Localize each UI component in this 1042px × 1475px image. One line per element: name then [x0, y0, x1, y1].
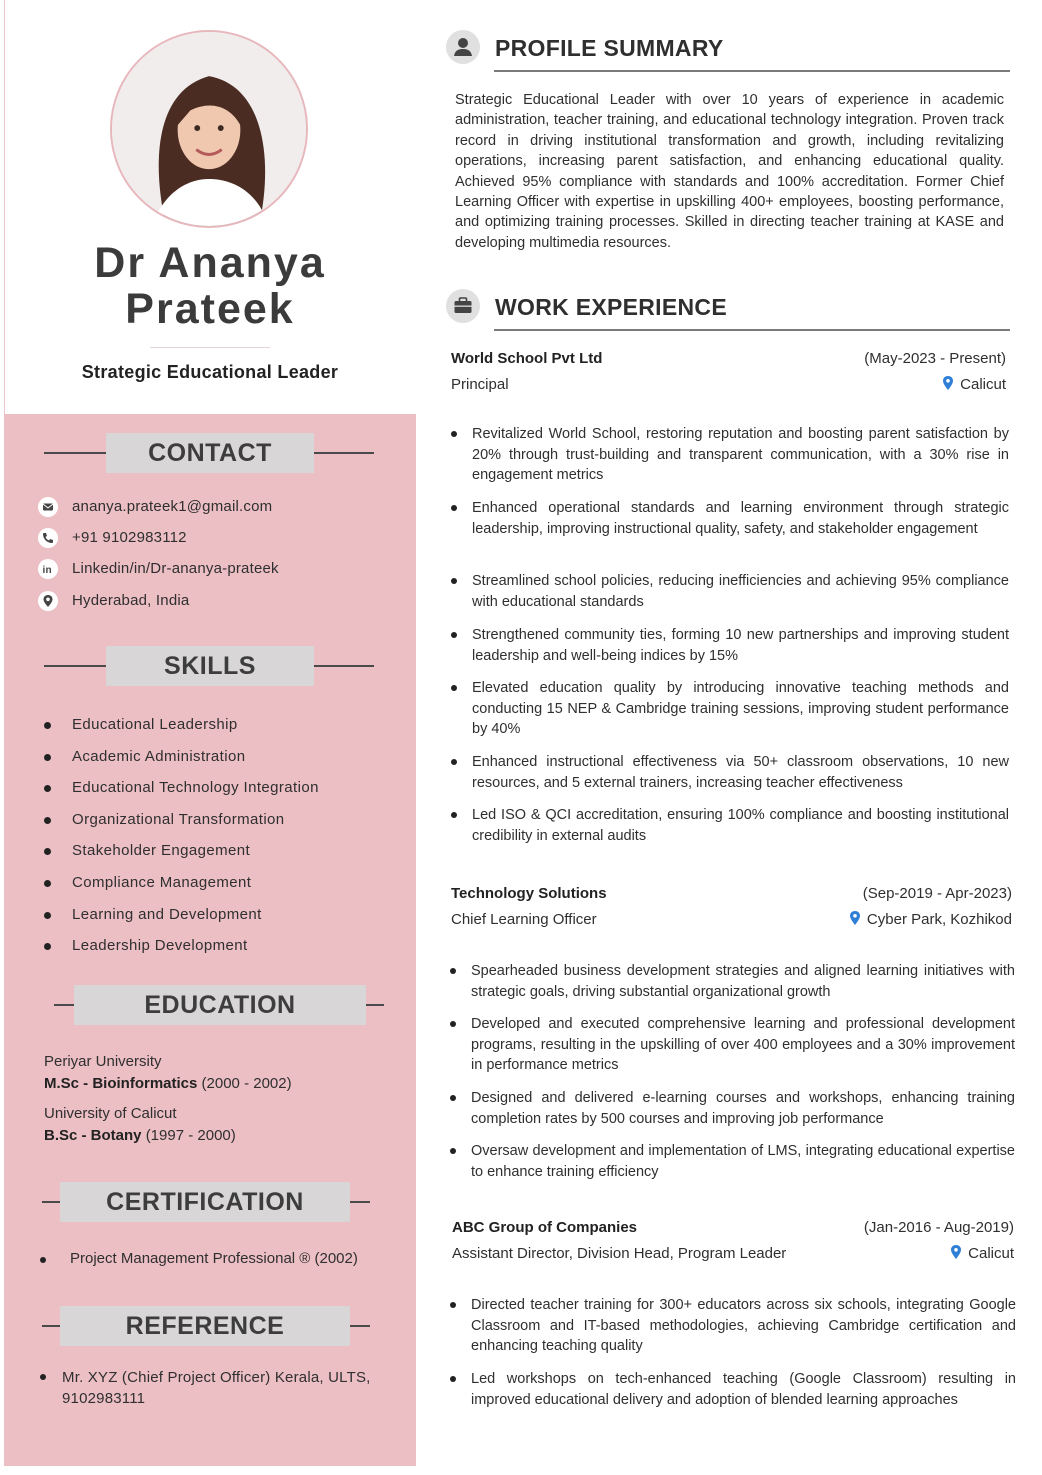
- bullet-dot: [40, 1374, 46, 1380]
- bullet-dot: [450, 1095, 456, 1101]
- job-bullet: [471, 1369, 1016, 1410]
- bullet-dot: [451, 812, 457, 818]
- heading-line-left: [44, 452, 106, 454]
- degree-name: M.Sc - Bioinformatics: [44, 1075, 198, 1092]
- heading-line-left: [42, 1325, 60, 1327]
- candidate-name: [4, 240, 416, 332]
- job-bullet-text: Oversaw development and implementation of LMS, integrating educational expertise to enhance training efficiency: [471, 1143, 1015, 1180]
- education-institution: Periyar University: [44, 1053, 162, 1070]
- bullet-dot: [451, 431, 457, 437]
- job-bullet: [472, 805, 1009, 846]
- skill-label: Learning and Development: [72, 906, 262, 923]
- skill-label: Stakeholder Engagement: [72, 842, 251, 859]
- bullet-dot: [451, 578, 457, 584]
- job-bullet-text: Developed and executed comprehensive learning and professional development programs, resulting in the upskilling of over 400 employees and a 30% improvement in performance metrics: [471, 1016, 1015, 1073]
- heading-line-right: [314, 665, 374, 667]
- job-dates: (Jan-2016 - Aug-2019): [863, 1219, 1014, 1236]
- job-company: ABC Group of Companies: [452, 1219, 638, 1236]
- education-heading-label: EDUCATION: [74, 985, 366, 1025]
- skill-label: Leadership Development: [72, 937, 248, 954]
- job-bullet-text: Enhanced operational standards and learning environment through strategic leadership, improving instructional quality, safety, and stakeholder engagement: [472, 500, 1009, 537]
- bullet-dot: [450, 1302, 456, 1308]
- map-pin-icon: [38, 591, 58, 611]
- job-bullet-text: Spearheaded business development strategies and aligned learning initiatives with strategic goals, driving substantial organizational growth: [471, 963, 1015, 1000]
- profile-summary-heading: [446, 30, 1010, 74]
- skill-label: Educational Leadership: [72, 716, 238, 733]
- briefcase-icon: [446, 289, 480, 323]
- degree-years: (1997 - 2000): [145, 1127, 236, 1144]
- job-location-text: Cyber Park, Kozhikod: [866, 911, 1012, 928]
- education-institution: University of Calicut: [44, 1105, 177, 1122]
- bullet-dot: [44, 754, 51, 761]
- job-role: Assistant Director, Division Head, Program Leader: [452, 1245, 787, 1262]
- bullet-dot: [44, 880, 51, 887]
- education-heading: [54, 985, 384, 1025]
- job-dates: (May-2023 - Present): [864, 350, 1006, 367]
- reference-heading: [42, 1306, 370, 1346]
- skill-label: Compliance Management: [72, 874, 252, 891]
- bullet-dot: [44, 785, 51, 792]
- degree-years: (2000 - 2002): [201, 1075, 292, 1092]
- bullet-dot: [450, 1376, 456, 1382]
- heading-line-right: [366, 1004, 384, 1006]
- job-dates: (Sep-2019 - Apr-2023): [862, 885, 1012, 902]
- bullet-dot: [44, 817, 51, 824]
- job-location: [849, 911, 1012, 928]
- skills-heading: [44, 646, 374, 686]
- reference-line-1: Mr. XYZ (Chief Project Officer) Kerala, ULTS,: [62, 1369, 371, 1386]
- skill-label: Educational Technology Integration: [72, 779, 319, 796]
- certification-heading-label: CERTIFICATION: [60, 1182, 350, 1222]
- location-text: Hyderabad, India: [72, 592, 190, 609]
- job-bullet-text: Streamlined school policies, reducing inefficiencies and achieving 95% compliance with educational standards: [472, 573, 1009, 610]
- job-bullet: [472, 625, 1009, 666]
- map-pin-icon: [950, 1245, 962, 1259]
- heading-line-left: [44, 665, 106, 667]
- map-pin-icon: [849, 911, 861, 925]
- certification-label: Project Management Professional ® (2002): [70, 1250, 358, 1267]
- job-bullet: [472, 498, 1009, 539]
- heading-line-left: [42, 1201, 60, 1203]
- bullet-dot: [451, 632, 457, 638]
- map-pin-icon: [942, 376, 954, 390]
- education-degree: [44, 1127, 236, 1144]
- svg-text:in: in: [42, 565, 52, 576]
- job-role: Chief Learning Officer: [451, 911, 597, 928]
- job-bullet-text: Revitalized World School, restoring reputation and boosting parent satisfaction by 20% through trust-building and transparent communication, with a 30% rise in engagement metrics: [472, 426, 1009, 483]
- job-company: World School Pvt Ltd: [451, 350, 603, 367]
- contact-heading: [44, 433, 374, 473]
- profile-summary-text: Strategic Educational Leader with over 10 years of experience in academic administration, teacher training, and educational technology integration. Proven track record in driving institutional transformation and growth, including revitalizing operations, increasing parent satisfaction, and enhancing educational quality. Achieved 95% compliance with standards and 100% accreditation. Former Chief Learning Officer with expertise in upskilling 400+ employees, boosting performance, and optimizing training processes. Skilled in directing teacher training at KASE and developing multimedia resources.: [455, 92, 1004, 251]
- job-bullet: [471, 1295, 1016, 1357]
- bullet-dot: [450, 1148, 456, 1154]
- heading-line-left: [54, 1004, 74, 1006]
- user-icon: [446, 30, 480, 64]
- job-bullet-text: Directed teacher training for 300+ educators across six schools, integrating Google Classroom and IT-based methodologies, achieving Cambridge certification and enhancing teaching quality: [471, 1297, 1016, 1354]
- job-bullet-text: Enhanced instructional effectiveness via 50+ classroom observations, 10 new resources, and 5 external trainers, increasing teacher effectiveness: [472, 754, 1009, 791]
- bullet-dot: [44, 943, 51, 950]
- job-bullet: [471, 1141, 1015, 1182]
- job-bullet: [471, 961, 1015, 1002]
- heading-line-right: [350, 1201, 370, 1203]
- job-bullet-text: Designed and delivered e-learning courses and workshops, enhancing training completion rates by 500 courses and improving job performance: [471, 1090, 1015, 1127]
- bullet-dot: [450, 968, 456, 974]
- name-line-1: Dr Ananya: [94, 239, 326, 287]
- bullet-dot: [451, 505, 457, 511]
- linkedin-text: Linkedin/in/Dr-ananya-prateek: [72, 560, 279, 577]
- skills-heading-label: SKILLS: [106, 646, 314, 686]
- job-bullet: [472, 424, 1009, 486]
- heading-line-right: [350, 1325, 370, 1327]
- bullet-dot: [451, 759, 457, 765]
- bullet-dot: [40, 1257, 46, 1263]
- certification-heading: [42, 1182, 370, 1222]
- job-bullet: [472, 752, 1009, 793]
- phone-icon: [38, 528, 58, 548]
- email-text: ananya.prateek1@gmail.com: [72, 498, 273, 515]
- job-bullet: [472, 571, 1009, 612]
- job-bullet-text: Led ISO & QCI accreditation, ensuring 100% compliance and boosting institutional credibility in external audits: [472, 807, 1009, 844]
- job-bullet-text: Led workshops on tech-enhanced teaching (Google Classroom) resulting in improved educational delivery and adoption of blended learning approaches: [471, 1371, 1016, 1408]
- job-bullet-text: Elevated education quality by introducing innovative teaching methods and conducting 15 NEP & Cambridge training sessions, improving student performance by 40%: [472, 680, 1009, 737]
- name-line-2: Prateek: [125, 285, 295, 333]
- heading-rule: [494, 70, 1010, 72]
- heading-rule: [494, 329, 1010, 331]
- name-divider: [150, 347, 270, 348]
- job-location: [942, 376, 1006, 393]
- profile-photo-illustration: [112, 32, 306, 226]
- bullet-dot: [451, 685, 457, 691]
- profile-summary-title: PROFILE SUMMARY: [495, 35, 724, 61]
- contact-heading-label: CONTACT: [106, 433, 314, 473]
- job-bullet: [471, 1014, 1015, 1076]
- job-bullet: [471, 1088, 1015, 1129]
- bullet-dot: [44, 848, 51, 855]
- reference-heading-label: REFERENCE: [60, 1306, 350, 1346]
- phone-text: +91 9102983112: [72, 529, 187, 546]
- work-experience-title: WORK EXPERIENCE: [495, 294, 727, 320]
- work-experience-heading: [446, 289, 1010, 333]
- heading-line-right: [314, 452, 374, 454]
- job-role: Principal: [451, 376, 509, 393]
- degree-name: B.Sc - Botany: [44, 1127, 142, 1144]
- education-degree: [44, 1075, 292, 1092]
- job-bullet: [472, 678, 1009, 740]
- job-bullet-text: Strengthened community ties, forming 10 new partnerships and improving student leadership and well-being indices by 15%: [472, 627, 1009, 664]
- reference-line-2: 9102983111: [62, 1390, 146, 1407]
- job-location: [950, 1245, 1014, 1262]
- job-location-text: Calicut: [968, 1245, 1014, 1262]
- candidate-title: Strategic Educational Leader: [81, 362, 339, 382]
- skill-label: Organizational Transformation: [72, 811, 285, 828]
- job-company: Technology Solutions: [451, 885, 607, 902]
- profile-photo: [110, 30, 308, 228]
- bullet-dot: [450, 1021, 456, 1027]
- skill-label: Academic Administration: [72, 748, 246, 765]
- bullet-dot: [44, 722, 51, 729]
- linkedin-icon: [38, 559, 58, 579]
- job-location-text: Calicut: [960, 376, 1006, 393]
- bullet-dot: [44, 912, 51, 919]
- envelope-icon: [38, 497, 58, 517]
